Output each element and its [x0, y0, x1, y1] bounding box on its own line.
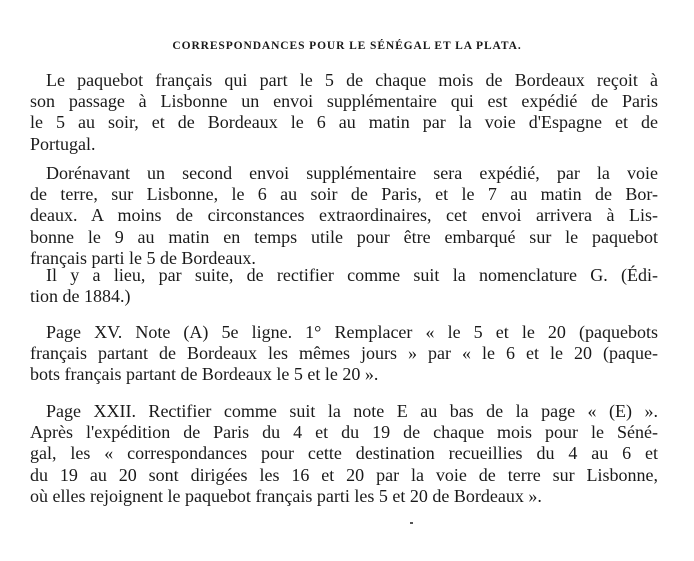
text-line: tion de 1884.) [30, 286, 131, 307]
text-line: où elles rejoignent le paquebot français parti les 5 et 20 de Bordeaux ». [30, 485, 542, 506]
page-heading: CORRESPONDANCES POUR LE SÉNÉGAL ET LA PLATA. [172, 40, 522, 52]
paragraph-second-envoi [30, 163, 658, 269]
text-line: bonne le 9 au matin en temps utile pour être embarqué sur le paquebot [30, 226, 658, 247]
paragraph-rectifier-nomenclature [30, 265, 658, 307]
text-line: Page XXII. Rectifier comme suit la note E au bas de la page « (E) ». [46, 401, 658, 421]
text-line: Il y a lieu, par suite, de rectifier comme suit la nomenclature G. (Édi- [46, 265, 658, 285]
text-line: du 19 au 20 sont dirigées les 16 et 20 par la voie de terre sur Lisbonne, [30, 464, 658, 485]
paragraph-page-xxii [30, 401, 658, 507]
text-line: Le paquebot français qui part le 5 de chaque mois de Bordeaux reçoit à [46, 70, 658, 90]
text-line: Après l'expédition de Paris du 4 et du 19 de chaque mois pour le Séné- [30, 422, 658, 443]
text-line: le 5 au soir, et de Bordeaux le 6 au matin par la voie d'Espagne et de [30, 112, 658, 133]
text-line: français parti le 5 de Bordeaux. [30, 247, 256, 268]
print-speck [410, 522, 413, 524]
text-line: Portugal. [30, 133, 96, 154]
text-line: son passage à Lisbonne un envoi supplémentaire qui est expédié de Paris [30, 91, 658, 112]
text-line: Page XV. Note (A) 5e ligne. 1° Remplacer « le 5 et le 20 (paquebots [46, 322, 658, 342]
text-line: gal, les « correspondances pour cette destination recueillies du 4 au 6 et [30, 443, 658, 464]
text-line: deaux. A moins de circonstances extraordinaires, cet envoi arrivera à Lis- [30, 205, 658, 226]
paragraph-page-xv [30, 322, 658, 386]
text-line: français partant de Bordeaux les mêmes jours » par « le 6 et le 20 (paque- [30, 343, 658, 364]
text-line: bots français partant de Bordeaux le 5 et le 20 ». [30, 364, 379, 385]
text-line: Dorénavant un second envoi supplémentaire sera expédié, par la voie [46, 163, 658, 183]
paragraph-paquebot-lisbonne [30, 70, 658, 155]
text-line: de terre, sur Lisbonne, le 6 au soir de Paris, et le 7 au matin de Bor- [30, 184, 658, 205]
